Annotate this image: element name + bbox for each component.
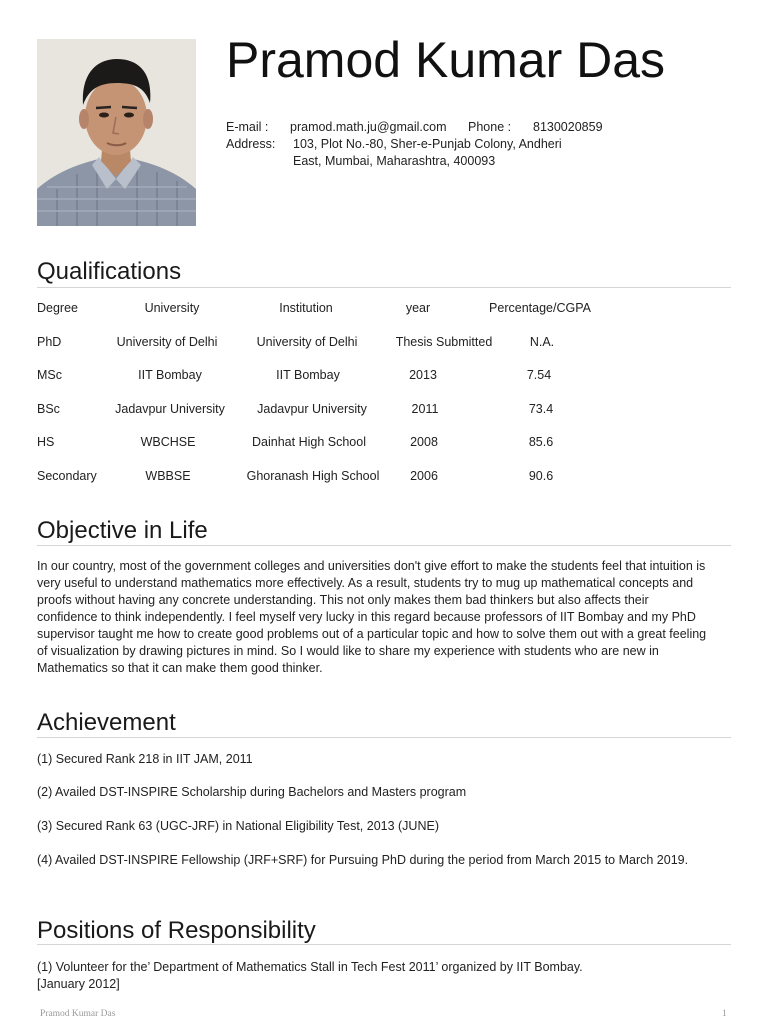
achievement-item-2: (2) Availed DST-INSPIRE Scholarship during Bachelors and Masters program xyxy=(37,785,467,799)
cell-institution: University of Delhi xyxy=(256,334,358,349)
cell-degree: MSc xyxy=(37,368,62,382)
profile-photo-illustration xyxy=(37,39,196,226)
achievement-item-1: (1) Secured Rank 218 in IIT JAM, 2011 xyxy=(37,752,253,766)
objective-line: confidence to think independently. I feel myself very lucky in this regard because professors of IIT Bombay and my PhD xyxy=(37,610,696,624)
header-university: University xyxy=(144,301,200,315)
objective-line: proofs without having any concrete understanding. This not only makes them bad thinkers but also affects their xyxy=(37,593,649,607)
objective-line: In our country, most of the government colleges and universities don't give effort to make the students feel that intuition is xyxy=(37,559,706,573)
responsibility-item-1-line-1: (1) Volunteer for the’ Department of Mathematics Stall in Tech Fest 2011’ organized by IIT Bombay. xyxy=(37,960,583,974)
cell-institution: Ghoranash High School xyxy=(246,468,380,483)
table-header-row xyxy=(37,300,731,334)
cell-institution: Jadavpur University xyxy=(257,401,367,416)
table-row xyxy=(37,334,731,368)
responsibility-item-1-line-2: [January 2012] xyxy=(37,977,120,991)
phone-label: Phone : xyxy=(468,120,512,134)
achievement-item-3: (3) Secured Rank 63 (UGC-JRF) in National Eligibility Test, 2013 (JUNE) xyxy=(37,819,439,833)
objective-heading: Objective in Life xyxy=(37,517,208,544)
cell-degree: HS xyxy=(37,435,55,449)
qualifications-table xyxy=(37,300,731,501)
cell-university: Jadavpur University xyxy=(115,401,225,416)
cell-institution: Dainhat High School xyxy=(252,435,366,449)
table-row xyxy=(37,367,731,401)
objective-paragraph xyxy=(37,558,731,677)
candidate-name: Pramod Kumar Das xyxy=(226,32,666,88)
address-line-2: East, Mumbai, Maharashtra, 400093 xyxy=(293,154,496,168)
table-row xyxy=(37,468,731,502)
qualifications-divider xyxy=(37,287,731,288)
cell-year: 2011 xyxy=(411,401,439,416)
cell-university: WBBSE xyxy=(145,468,191,483)
objective-divider xyxy=(37,545,731,546)
qualifications-heading: Qualifications xyxy=(37,258,182,285)
header-degree: Degree xyxy=(37,301,78,315)
cell-percentage: 7.54 xyxy=(526,368,552,382)
phone-value[interactable]: 8130020859 xyxy=(533,120,603,134)
cell-year: 2006 xyxy=(410,468,438,483)
objective-line: Mathematics so that it can make them good thinker. xyxy=(37,661,323,675)
cell-degree: Secondary xyxy=(37,468,97,483)
footer-author-name: Pramod Kumar Das xyxy=(40,1009,116,1019)
cell-year: 2008 xyxy=(410,435,438,449)
cell-percentage: 90.6 xyxy=(528,468,554,483)
cell-percentage: N.A. xyxy=(529,334,555,349)
address-label: Address: xyxy=(226,137,276,151)
cell-percentage: 85.6 xyxy=(528,435,554,449)
achievement-divider xyxy=(37,737,731,738)
cell-institution: IIT Bombay xyxy=(276,368,340,382)
cell-degree: BSc xyxy=(37,401,60,416)
cell-year: Thesis Submitted xyxy=(395,334,493,349)
responsibility-divider xyxy=(37,944,731,945)
cell-university: IIT Bombay xyxy=(138,368,202,382)
address-line-1: 103, Plot No.-80, Sher-e-Punjab Colony, Andheri xyxy=(293,137,562,151)
objective-line: of visualization by drawing pictures in mind. So I would like to share my experience with students who are new in xyxy=(37,644,659,658)
header-institution: Institution xyxy=(279,301,333,315)
objective-line: very useful to understand mathematics more effectively. As a result, students try to mug up mathematical concepts and xyxy=(37,576,694,590)
achievement-item-4: (4) Availed DST-INSPIRE Fellowship (JRF+SRF) for Pursuing PhD during the period from March 2015 to March 2019. xyxy=(37,853,689,867)
header-year: year xyxy=(405,301,431,315)
cell-percentage: 73.4 xyxy=(528,401,554,416)
table-row xyxy=(37,401,731,435)
achievement-heading: Achievement xyxy=(37,709,176,736)
cell-degree: PhD xyxy=(37,334,62,349)
objective-line: supervisor taught me how to create good problems out of a particular topic and how to solve them out with a great feeling xyxy=(37,627,707,641)
email-value[interactable]: pramod.math.ju@gmail.com xyxy=(290,120,447,134)
profile-photo xyxy=(37,39,196,226)
email-label: E-mail : xyxy=(226,120,269,134)
header-percentage: Percentage/CGPA xyxy=(489,301,591,315)
cell-university: University of Delhi xyxy=(116,334,218,349)
cell-year: 2013 xyxy=(409,368,437,382)
cell-university: WBCHSE xyxy=(140,435,196,449)
footer-page-number: 1 xyxy=(722,1009,727,1019)
table-row xyxy=(37,434,731,468)
responsibility-heading: Positions of Responsibility xyxy=(37,917,316,944)
